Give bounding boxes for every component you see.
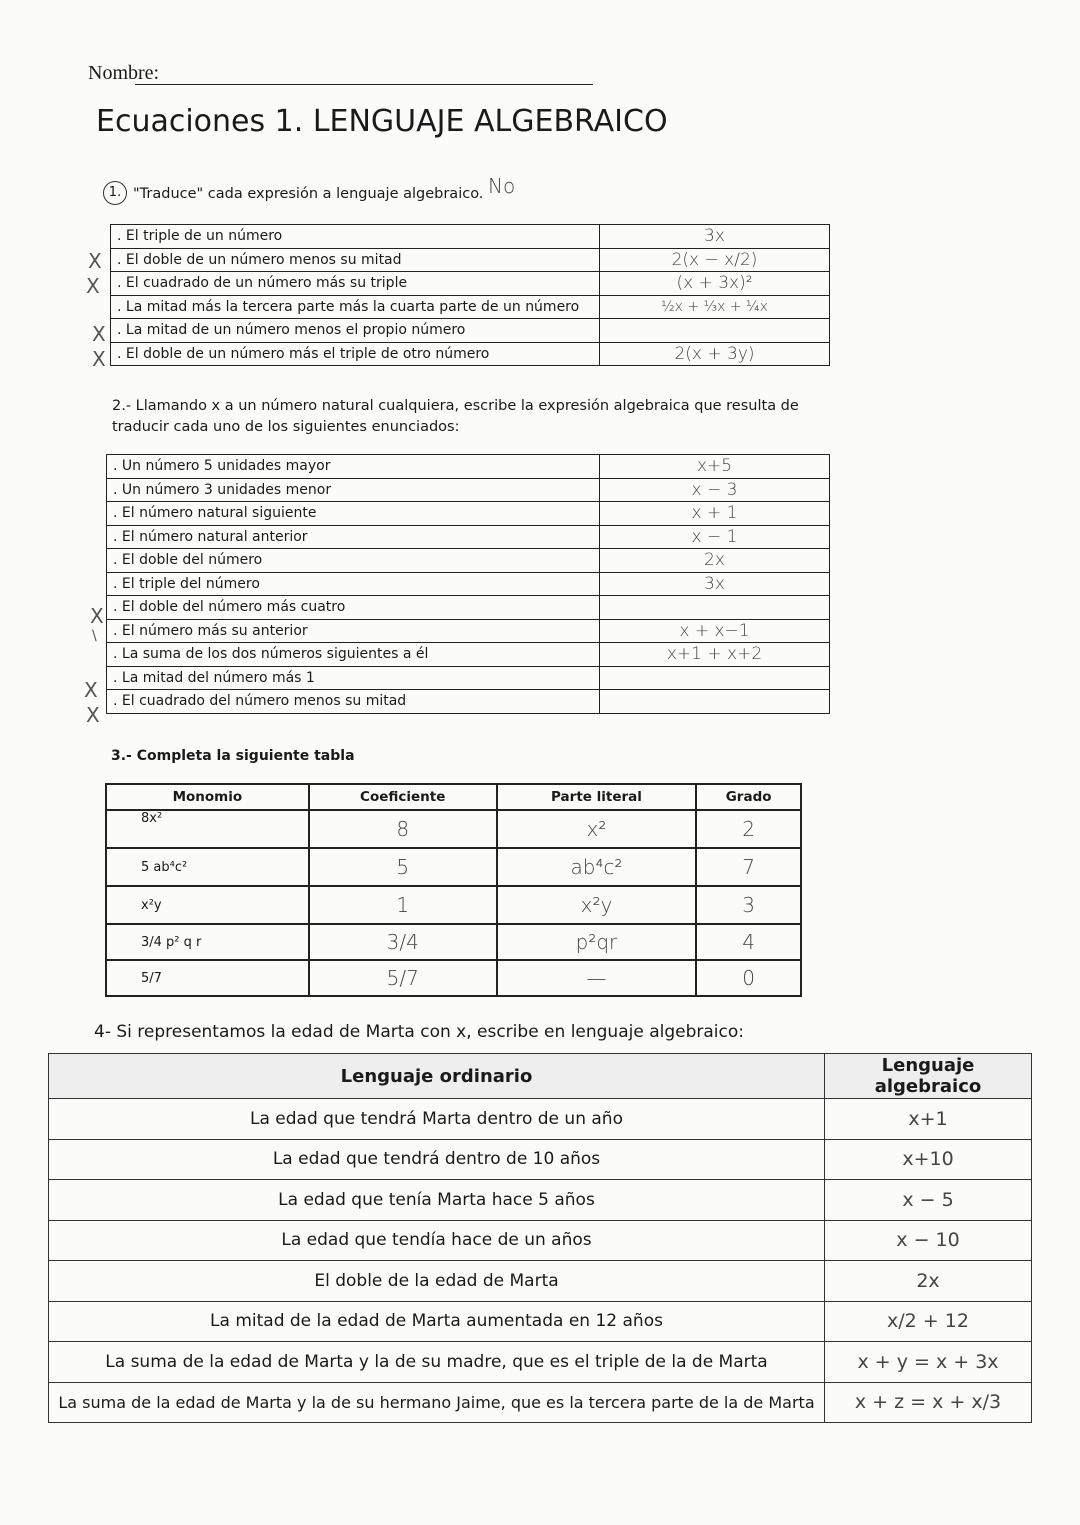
answer: x + 1: [600, 502, 830, 526]
answer: x − 1: [600, 525, 830, 549]
parte-literal-cell: x²: [497, 810, 697, 848]
monomio-cell: 3/4 p² q r: [106, 924, 309, 960]
table-row: [107, 525, 830, 549]
answer: x/2 + 12: [825, 1301, 1032, 1342]
monomio-cell: 8x²: [106, 810, 309, 848]
statement: La edad que tendía hace de un años: [49, 1220, 825, 1261]
table-row: [107, 478, 830, 502]
coeficiente-cell: 3/4: [309, 924, 497, 960]
answer: 2(x + 3y): [600, 342, 830, 366]
table-row: [107, 690, 830, 714]
statement: La edad que tendrá dentro de 10 años: [49, 1139, 825, 1180]
page-title: Ecuaciones 1. LENGUAJE ALGEBRAICO: [96, 104, 668, 139]
exercise-4-table: [48, 1053, 1032, 1423]
table-row: [111, 272, 830, 296]
answer: x+10: [825, 1139, 1032, 1180]
statement: . El triple de un número: [111, 225, 600, 249]
table-header-row: [49, 1054, 1032, 1099]
exercise-1-note: No: [488, 174, 516, 198]
table-row: [106, 810, 801, 848]
row-mark: X: [86, 274, 100, 298]
table-row: [111, 319, 830, 343]
exercise-1-number: 1.: [103, 181, 127, 205]
table-row: [106, 924, 801, 960]
answer: x + x−1: [600, 619, 830, 643]
answer: 2x: [600, 549, 830, 573]
column-header: Monomio: [106, 784, 309, 810]
column-header: Grado: [696, 784, 801, 810]
column-header: Lenguaje ordinario: [49, 1054, 825, 1099]
table-row: [107, 502, 830, 526]
row-mark: X: [92, 347, 106, 371]
row-mark: \: [92, 628, 97, 644]
coeficiente-cell: 5/7: [309, 960, 497, 996]
answer: [600, 319, 830, 343]
coeficiente-cell: 8: [309, 810, 497, 848]
statement: La edad que tenía Marta hace 5 años: [49, 1180, 825, 1221]
table-row: [107, 596, 830, 620]
table-row: [107, 619, 830, 643]
exercise-4-heading: 4- Si representamos la edad de Marta con x, escribe en lenguaje algebraico:: [94, 1022, 745, 1042]
answer: x + z = x + x/3: [825, 1382, 1032, 1423]
table-row: [49, 1301, 1032, 1342]
exercise-1-table: [110, 224, 830, 366]
answer: 3x: [600, 225, 830, 249]
coeficiente-cell: 1: [309, 886, 497, 924]
table-row: [111, 225, 830, 249]
exercise-2-table: [106, 454, 830, 714]
row-mark: X: [90, 604, 104, 628]
grado-cell: 0: [696, 960, 801, 996]
table-row: [49, 1220, 1032, 1261]
table-row: [49, 1139, 1032, 1180]
answer: x + y = x + 3x: [825, 1342, 1032, 1383]
statement: . La suma de los dos números siguientes a él: [107, 643, 600, 667]
monomio-cell: 5/7: [106, 960, 309, 996]
answer: ½x + ⅓x + ¼x: [600, 295, 830, 319]
coeficiente-cell: 5: [309, 848, 497, 886]
statement: La mitad de la edad de Marta aumentada en 12 años: [49, 1301, 825, 1342]
name-label: Nombre:: [88, 62, 160, 84]
row-mark: X: [86, 703, 100, 727]
answer: 2x: [825, 1261, 1032, 1302]
table-row: [106, 886, 801, 924]
grado-cell: 7: [696, 848, 801, 886]
statement: La edad que tendrá Marta dentro de un año: [49, 1099, 825, 1140]
answer: x+1: [825, 1099, 1032, 1140]
table-row: [111, 295, 830, 319]
monomio-cell: 5 ab⁴c²: [106, 848, 309, 886]
statement: . El doble del número más cuatro: [107, 596, 600, 620]
answer: 3x: [600, 572, 830, 596]
monomio-cell: x²y: [106, 886, 309, 924]
column-header: Coeficiente: [309, 784, 497, 810]
statement: . El doble de un número menos su mitad: [111, 248, 600, 272]
table-header-row: [106, 784, 801, 810]
statement: . El cuadrado del número menos su mitad: [107, 690, 600, 714]
row-mark: X: [84, 678, 98, 702]
table-row: [107, 572, 830, 596]
exercise-2-heading: 2.- Llamando x a un número natural cualquiera, escribe la expresión algebraica que resulta de traducir cada uno de los siguientes enunciados:: [112, 398, 799, 435]
column-header: Lenguaje algebraico: [825, 1054, 1032, 1099]
statement: . El doble de un número más el triple de otro número: [111, 342, 600, 366]
table-row: [49, 1382, 1032, 1423]
statement: . La mitad del número más 1: [107, 666, 600, 690]
statement: . El número natural anterior: [107, 525, 600, 549]
exercise-3-heading: 3.- Completa la siguiente tabla: [111, 748, 355, 764]
table-row: [107, 666, 830, 690]
table-row: [106, 848, 801, 886]
grado-cell: 2: [696, 810, 801, 848]
answer: (x + 3x)²: [600, 272, 830, 296]
statement: . El triple del número: [107, 572, 600, 596]
answer: [600, 690, 830, 714]
statement: . El cuadrado de un número más su triple: [111, 272, 600, 296]
answer: x+1 + x+2: [600, 643, 830, 667]
table-row: [111, 248, 830, 272]
table-row: [107, 549, 830, 573]
answer: [600, 666, 830, 690]
table-row: [49, 1261, 1032, 1302]
column-header: Parte literal: [497, 784, 697, 810]
name-line: [135, 84, 593, 85]
grado-cell: 4: [696, 924, 801, 960]
row-mark: X: [88, 249, 102, 273]
statement: . El número natural siguiente: [107, 502, 600, 526]
statement: . El número más su anterior: [107, 619, 600, 643]
exercise-1-heading: "Traduce" cada expresión a lenguaje algebraico.: [133, 186, 484, 202]
parte-literal-cell: ab⁴c²: [497, 848, 697, 886]
parte-literal-cell: x²y: [497, 886, 697, 924]
table-row: [107, 455, 830, 479]
row-mark: X: [92, 322, 106, 346]
statement: La suma de la edad de Marta y la de su hermano Jaime, que es la tercera parte de la de Marta: [49, 1382, 825, 1423]
answer: x+5: [600, 455, 830, 479]
exercise-3-table: [105, 783, 802, 997]
statement: . La mitad más la tercera parte más la cuarta parte de un número: [111, 295, 600, 319]
statement: . La mitad de un número menos el propio número: [111, 319, 600, 343]
statement: La suma de la edad de Marta y la de su madre, que es el triple de la de Marta: [49, 1342, 825, 1383]
statement: . Un número 5 unidades mayor: [107, 455, 600, 479]
answer: [600, 596, 830, 620]
table-row: [106, 960, 801, 996]
grado-cell: 3: [696, 886, 801, 924]
table-row: [49, 1342, 1032, 1383]
parte-literal-cell: p²qr: [497, 924, 697, 960]
table-row: [49, 1180, 1032, 1221]
table-row: [111, 342, 830, 366]
answer: x − 3: [600, 478, 830, 502]
statement: . El doble del número: [107, 549, 600, 573]
answer: x − 10: [825, 1220, 1032, 1261]
answer: 2(x − x/2): [600, 248, 830, 272]
statement: . Un número 3 unidades menor: [107, 478, 600, 502]
table-row: [107, 643, 830, 667]
answer: x − 5: [825, 1180, 1032, 1221]
statement: El doble de la edad de Marta: [49, 1261, 825, 1302]
parte-literal-cell: —: [497, 960, 697, 996]
table-row: [49, 1099, 1032, 1140]
